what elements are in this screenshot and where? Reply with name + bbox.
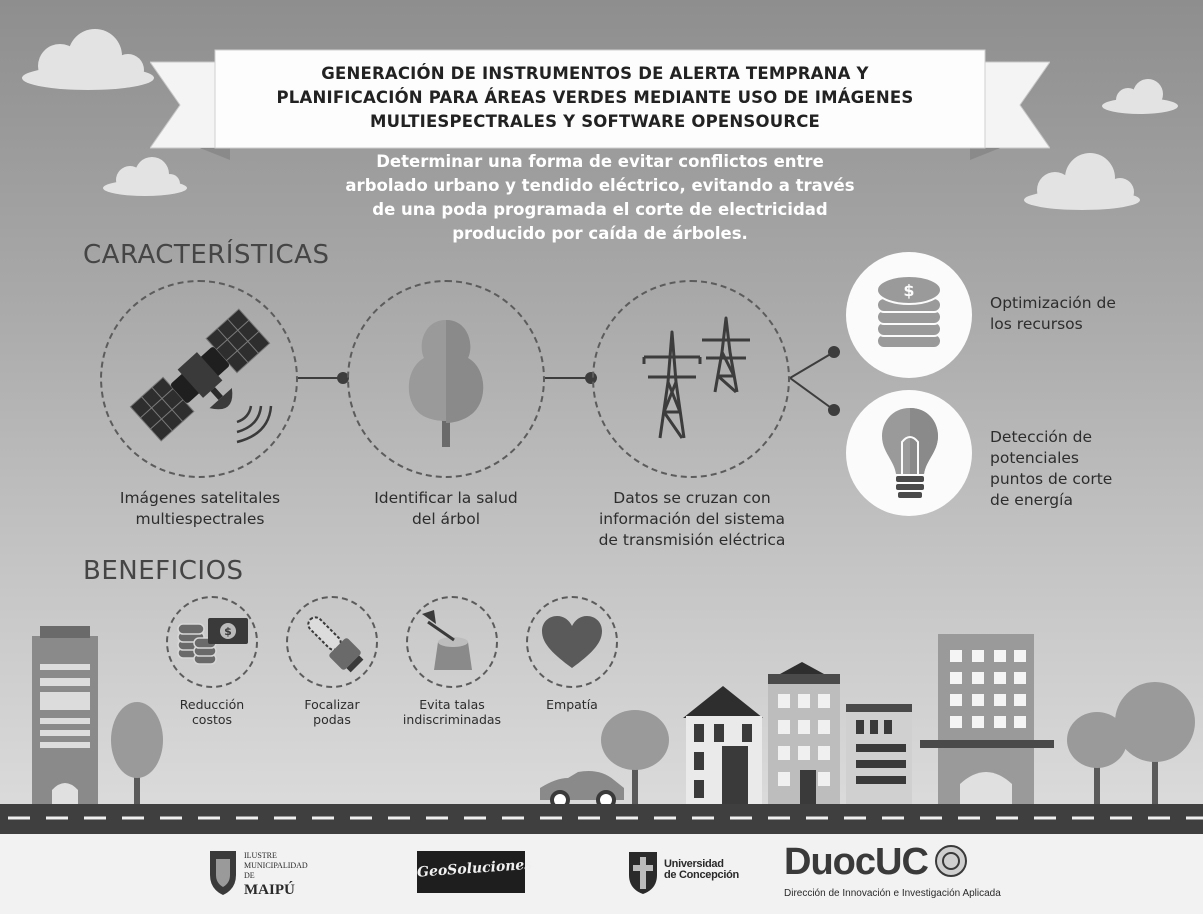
duoc-caption: Dirección de Innovación e Investigación Aplicada — [784, 888, 1001, 899]
benefit-label-costs: Reducción costos — [179, 697, 245, 727]
trees-right — [1067, 682, 1195, 806]
udec-text: Universidad de Concepción — [664, 858, 739, 881]
logos-band — [0, 834, 1203, 914]
benefit-label-pruning: Focalizar podas — [304, 697, 360, 727]
building-left — [32, 626, 98, 806]
tree-left — [111, 702, 163, 806]
outcome-label-resources: Optimización de los recursos — [990, 294, 1116, 333]
building-house — [683, 686, 763, 806]
features-heading: CARACTERÍSTICAS — [83, 240, 330, 270]
light-bulb-icon — [880, 402, 940, 506]
duoc-logo — [784, 840, 1014, 906]
outcome-label-detection: Detección de potenciales puntos de corte de energía — [990, 428, 1113, 509]
maipu-crest-icon — [206, 845, 240, 897]
svg-text:$: $ — [903, 281, 915, 300]
maipu-logo — [206, 845, 318, 897]
benefit-label-logging: Evita talas indiscriminadas — [402, 697, 502, 727]
udec-shield-icon — [626, 849, 660, 895]
tree-icon — [396, 316, 496, 456]
benefit-label-empathy: Empatía — [546, 697, 598, 712]
feature-label-satellite: Imágenes satelitales multiespectrales — [119, 489, 281, 528]
geosoluciones-logo — [416, 851, 533, 893]
coins-icon — [873, 272, 945, 358]
feature-label-towers: Datos se cruzan con información del sistema de transmisión eléctrica — [598, 489, 786, 549]
power-tower-icon — [620, 312, 770, 442]
duoc-name: DuocUC — [784, 841, 928, 883]
maipu-text: ILUSTRE MUNICIPALIDAD DE MAIPÚ — [244, 851, 308, 898]
feature-label-tree: Identificar la salud del árbol — [374, 489, 518, 528]
duoc-seal-icon — [934, 844, 968, 878]
svg-text:$: $ — [224, 625, 232, 638]
satellite-icon — [125, 300, 275, 450]
city-scene — [0, 620, 1203, 840]
building-middle — [768, 662, 840, 806]
benefits-heading: BENEFICIOS — [83, 556, 244, 586]
objective-text: Determinar una forma de evitar conflictos entre arbolado urbano y tendido eléctrico, evitando a través de una poda programada el corte de electricidad producido por caída de árboles. — [345, 152, 855, 243]
geosoluciones-text: GeoSoluciones — [416, 856, 533, 881]
page-title: GENERACIÓN DE INSTRUMENTOS DE ALERTA TEMPRANA Y PLANIFICACIÓN PARA ÁREAS VERDES MEDIANTE USO DE IMÁGENES MULTIESPECTRALES Y SOFTWARE OPENSOURCE — [276, 64, 914, 131]
car — [540, 771, 624, 808]
building-right — [920, 634, 1054, 806]
building-small — [846, 704, 912, 806]
udec-logo — [626, 849, 746, 895]
